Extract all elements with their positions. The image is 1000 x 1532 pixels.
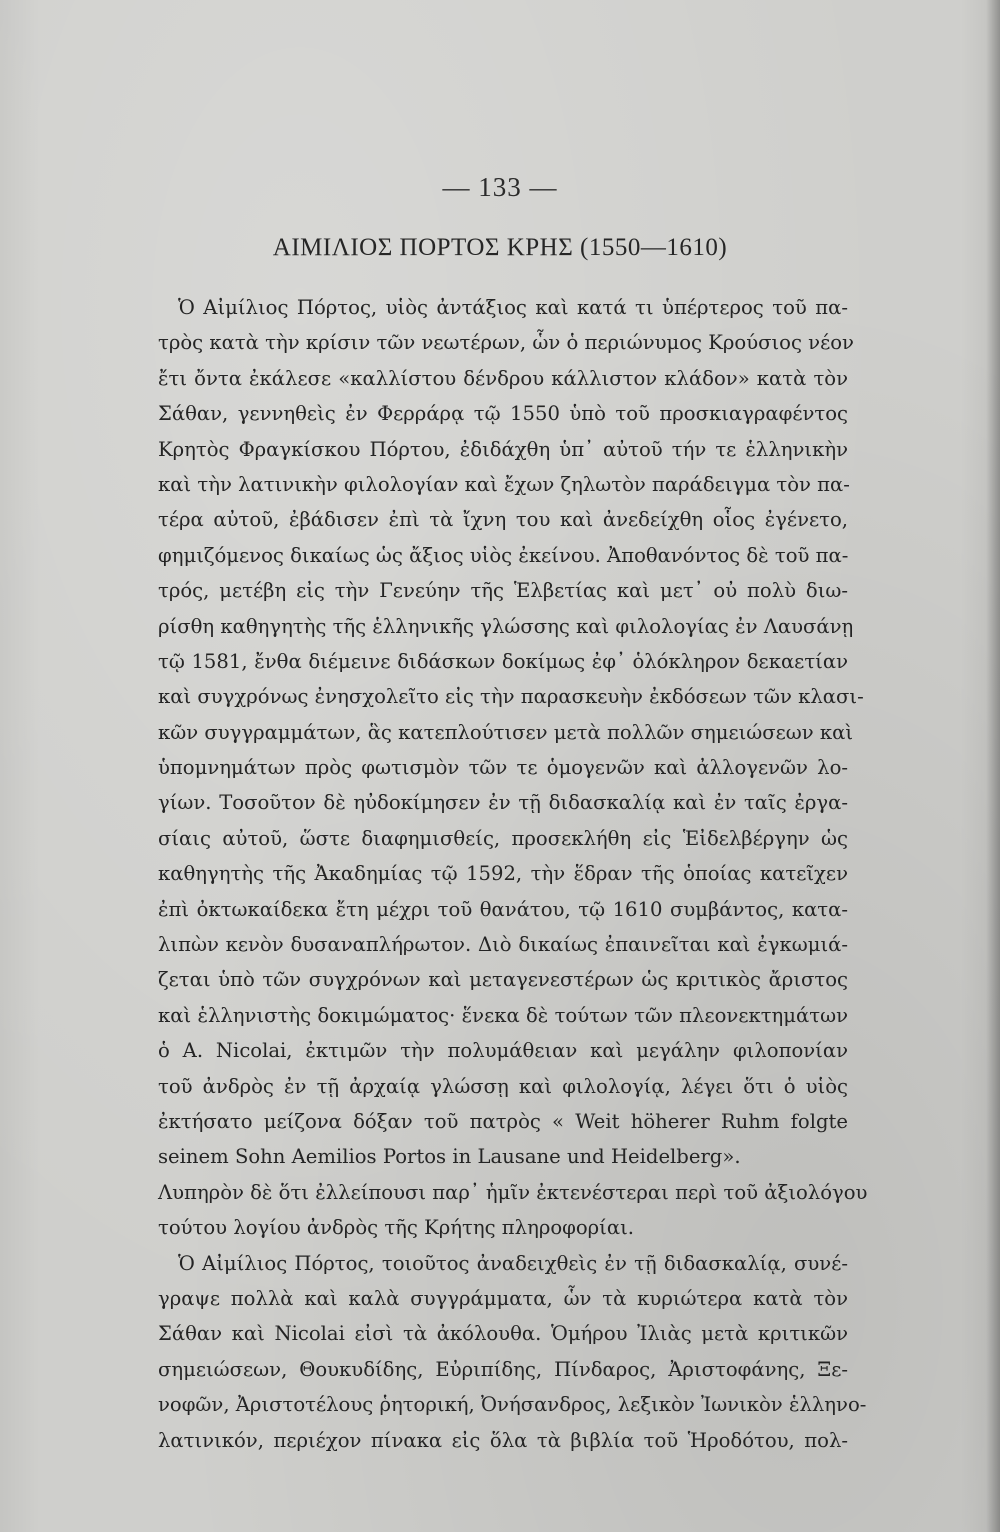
text-line: Κρητὸς Φραγκίσκου Πόρτου, ἐδιδάχθη ὑπ᾿ αὐτοῦ τήν τε ἑλληνικὴν bbox=[158, 437, 848, 461]
text-line: σίαις αὐτοῦ, ὥστε διαφημισθείς, προσεκλήθη εἰς Ἑἰδελβέργην ὡς bbox=[158, 826, 848, 850]
text-line: τέρα αὐτοῦ, ἐβάδισεν ἐπὶ τὰ ἴχνη του καὶ ἀνεδείχθη οἷος ἐγένετο, bbox=[158, 508, 848, 532]
text-line: φημιζόμενος δικαίως ὡς ἄξιος υἱὸς ἐκείνου. Ἀποθανόντος δὲ τοῦ πα- bbox=[158, 543, 849, 567]
text-line: ζεται ὑπὸ τῶν συγχρόνων καὶ μεταγενεστέρων ὡς κριτικὸς ἄριστος bbox=[158, 968, 848, 992]
text-line: Λυπηρὸν δὲ ὅτι ἐλλείπουσι παρ᾿ ἡμῖν ἐκτενέστεραι περὶ τοῦ ἀξιολόγου bbox=[158, 1180, 868, 1204]
text-line: καὶ συγχρόνως ἐνησχολεῖτο εἰς τὴν παρασκευὴν ἐκδόσεων τῶν κλασι- bbox=[158, 685, 864, 709]
text-line: ὁ A. Nicolai, ἐκτιμῶν τὴν πολυμάθειαν καὶ μεγάλην φιλοπονίαν bbox=[158, 1039, 848, 1063]
text-line: Ὁ Αἰμίλιος Πόρτος, τοιοῦτος ἀναδειχθεὶς ἐν τῇ διδασκαλίᾳ, συνέ- bbox=[178, 1251, 848, 1275]
text-line: ἔτι ὄντα ἐκάλεσε «καλλίστου δένδρου κάλλιστον κλάδον» κατὰ τὸν bbox=[158, 366, 848, 390]
text-line: γίων. Τοσοῦτον δὲ ηὐδοκίμησεν ἐν τῇ διδασκαλίᾳ καὶ ἐν ταῖς ἐργα- bbox=[158, 791, 848, 815]
text-line: ρίσθη καθηγητὴς τῆς ἑλληνικῆς γλώσσης καὶ φιλολογίας ἐν Λαυσάνῃ bbox=[158, 614, 854, 638]
text-line: λατινικόν, περιέχον πίνακα εἰς ὅλα τὰ βιβλία τοῦ Ἡροδότου, πολ- bbox=[158, 1428, 848, 1452]
text-line: seinem Sohn Aemilios Portos in Lausane und Heidelberg». bbox=[158, 1145, 741, 1169]
text-line: νοφῶν, Ἀριστοτέλους ῥητορική, Ὀνήσανδρος, λεξικὸν Ἰωνικὸν ἑλληνο- bbox=[158, 1393, 867, 1417]
text-line: τούτου λογίου ἀνδρὸς τῆς Κρήτης πληροφορίαι. bbox=[158, 1216, 634, 1240]
text-line: τῷ 1581, ἔνθα διέμεινε διδάσκων δοκίμως ἐφ᾿ ὁλόκληρον δεκαετίαν bbox=[158, 649, 848, 673]
body-text bbox=[158, 290, 868, 1458]
text-line: ἐπὶ ὀκτωκαίδεκα ἔτη μέχρι τοῦ θανάτου, τῷ 1610 συμβάντος, κατα- bbox=[158, 897, 848, 921]
text-line: τρός, μετέβη εἰς τὴν Γενεύην τῆς Ἑλβετίας καὶ μετ᾿ οὐ πολὺ διω- bbox=[158, 579, 848, 603]
text-line: γραψε πολλὰ καὶ καλὰ συγγράμματα, ὧν τὰ κυριώτερα κατὰ τὸν bbox=[158, 1286, 848, 1310]
text-line: σημειώσεων, Θουκυδίδης, Εὐριπίδης, Πίνδαρος, Ἀριστοφάνης, Ξε- bbox=[158, 1357, 848, 1381]
page-edge-shadow bbox=[986, 0, 1000, 1532]
text-line: ἐκτήσατο μείζονα δόξαν τοῦ πατρὸς « Weit höherer Ruhm folgte bbox=[158, 1109, 848, 1133]
text-line: καὶ τὴν λατινικὴν φιλολογίαν καὶ ἔχων ζηλωτὸν παράδειγμα τὸν πα- bbox=[158, 472, 850, 496]
text-line: λιπὼν κενὸν δυσαναπλήρωτον. Διὸ δικαίως ἐπαινεῖται καὶ ἐγκωμιά- bbox=[158, 933, 848, 957]
text-line: Σάθαν, γεννηθεὶς ἐν Φερράρᾳ τῷ 1550 ὑπὸ τοῦ προσκιαγραφέντος bbox=[158, 402, 848, 426]
chapter-title: ΑΙΜΙΛΙΟΣ ΠΟΡΤΟΣ ΚΡΗΣ (1550—1610) bbox=[272, 234, 728, 261]
text-line: καθηγητὴς τῆς Ἀκαδημίας τῷ 1592, τὴν ἕδραν τῆς ὁποίας κατεῖχεν bbox=[158, 862, 848, 886]
text-line: κῶν συγγραμμάτων, ἃς κατεπλούτισεν μετὰ πολλῶν σημειώσεων καὶ bbox=[158, 720, 854, 744]
text-line: Ὁ Αἰμίλιος Πόρτος, υἱὸς ἀντάξιος καὶ κατά τι ὑπέρτερος τοῦ πα- bbox=[178, 296, 848, 319]
page-number: — 133 — bbox=[442, 172, 558, 202]
text-line: τρὸς κατὰ τὴν κρίσιν τῶν νεωτέρων, ὧν ὁ περιώνυμος Κρούσιος νέον bbox=[158, 331, 854, 355]
text-line: τοῦ ἀνδρὸς ἐν τῇ ἀρχαίᾳ γλώσσῃ καὶ φιλολογίᾳ, λέγει ὅτι ὁ υἱὸς bbox=[158, 1074, 848, 1098]
text-line: καὶ ἑλληνιστὴς δοκιμώματος· ἕνεκα δὲ τούτων τῶν πλεονεκτημάτων bbox=[158, 1003, 848, 1027]
text-line: Σάθαν καὶ Nicolai εἰσὶ τὰ ἀκόλουθα. Ὁμήρου Ἰλιὰς μετὰ κριτικῶν bbox=[158, 1322, 848, 1346]
text-line: ὑπομνημάτων πρὸς φωτισμὸν τῶν τε ὁμογενῶν καὶ ἀλλογενῶν λο- bbox=[158, 756, 848, 780]
